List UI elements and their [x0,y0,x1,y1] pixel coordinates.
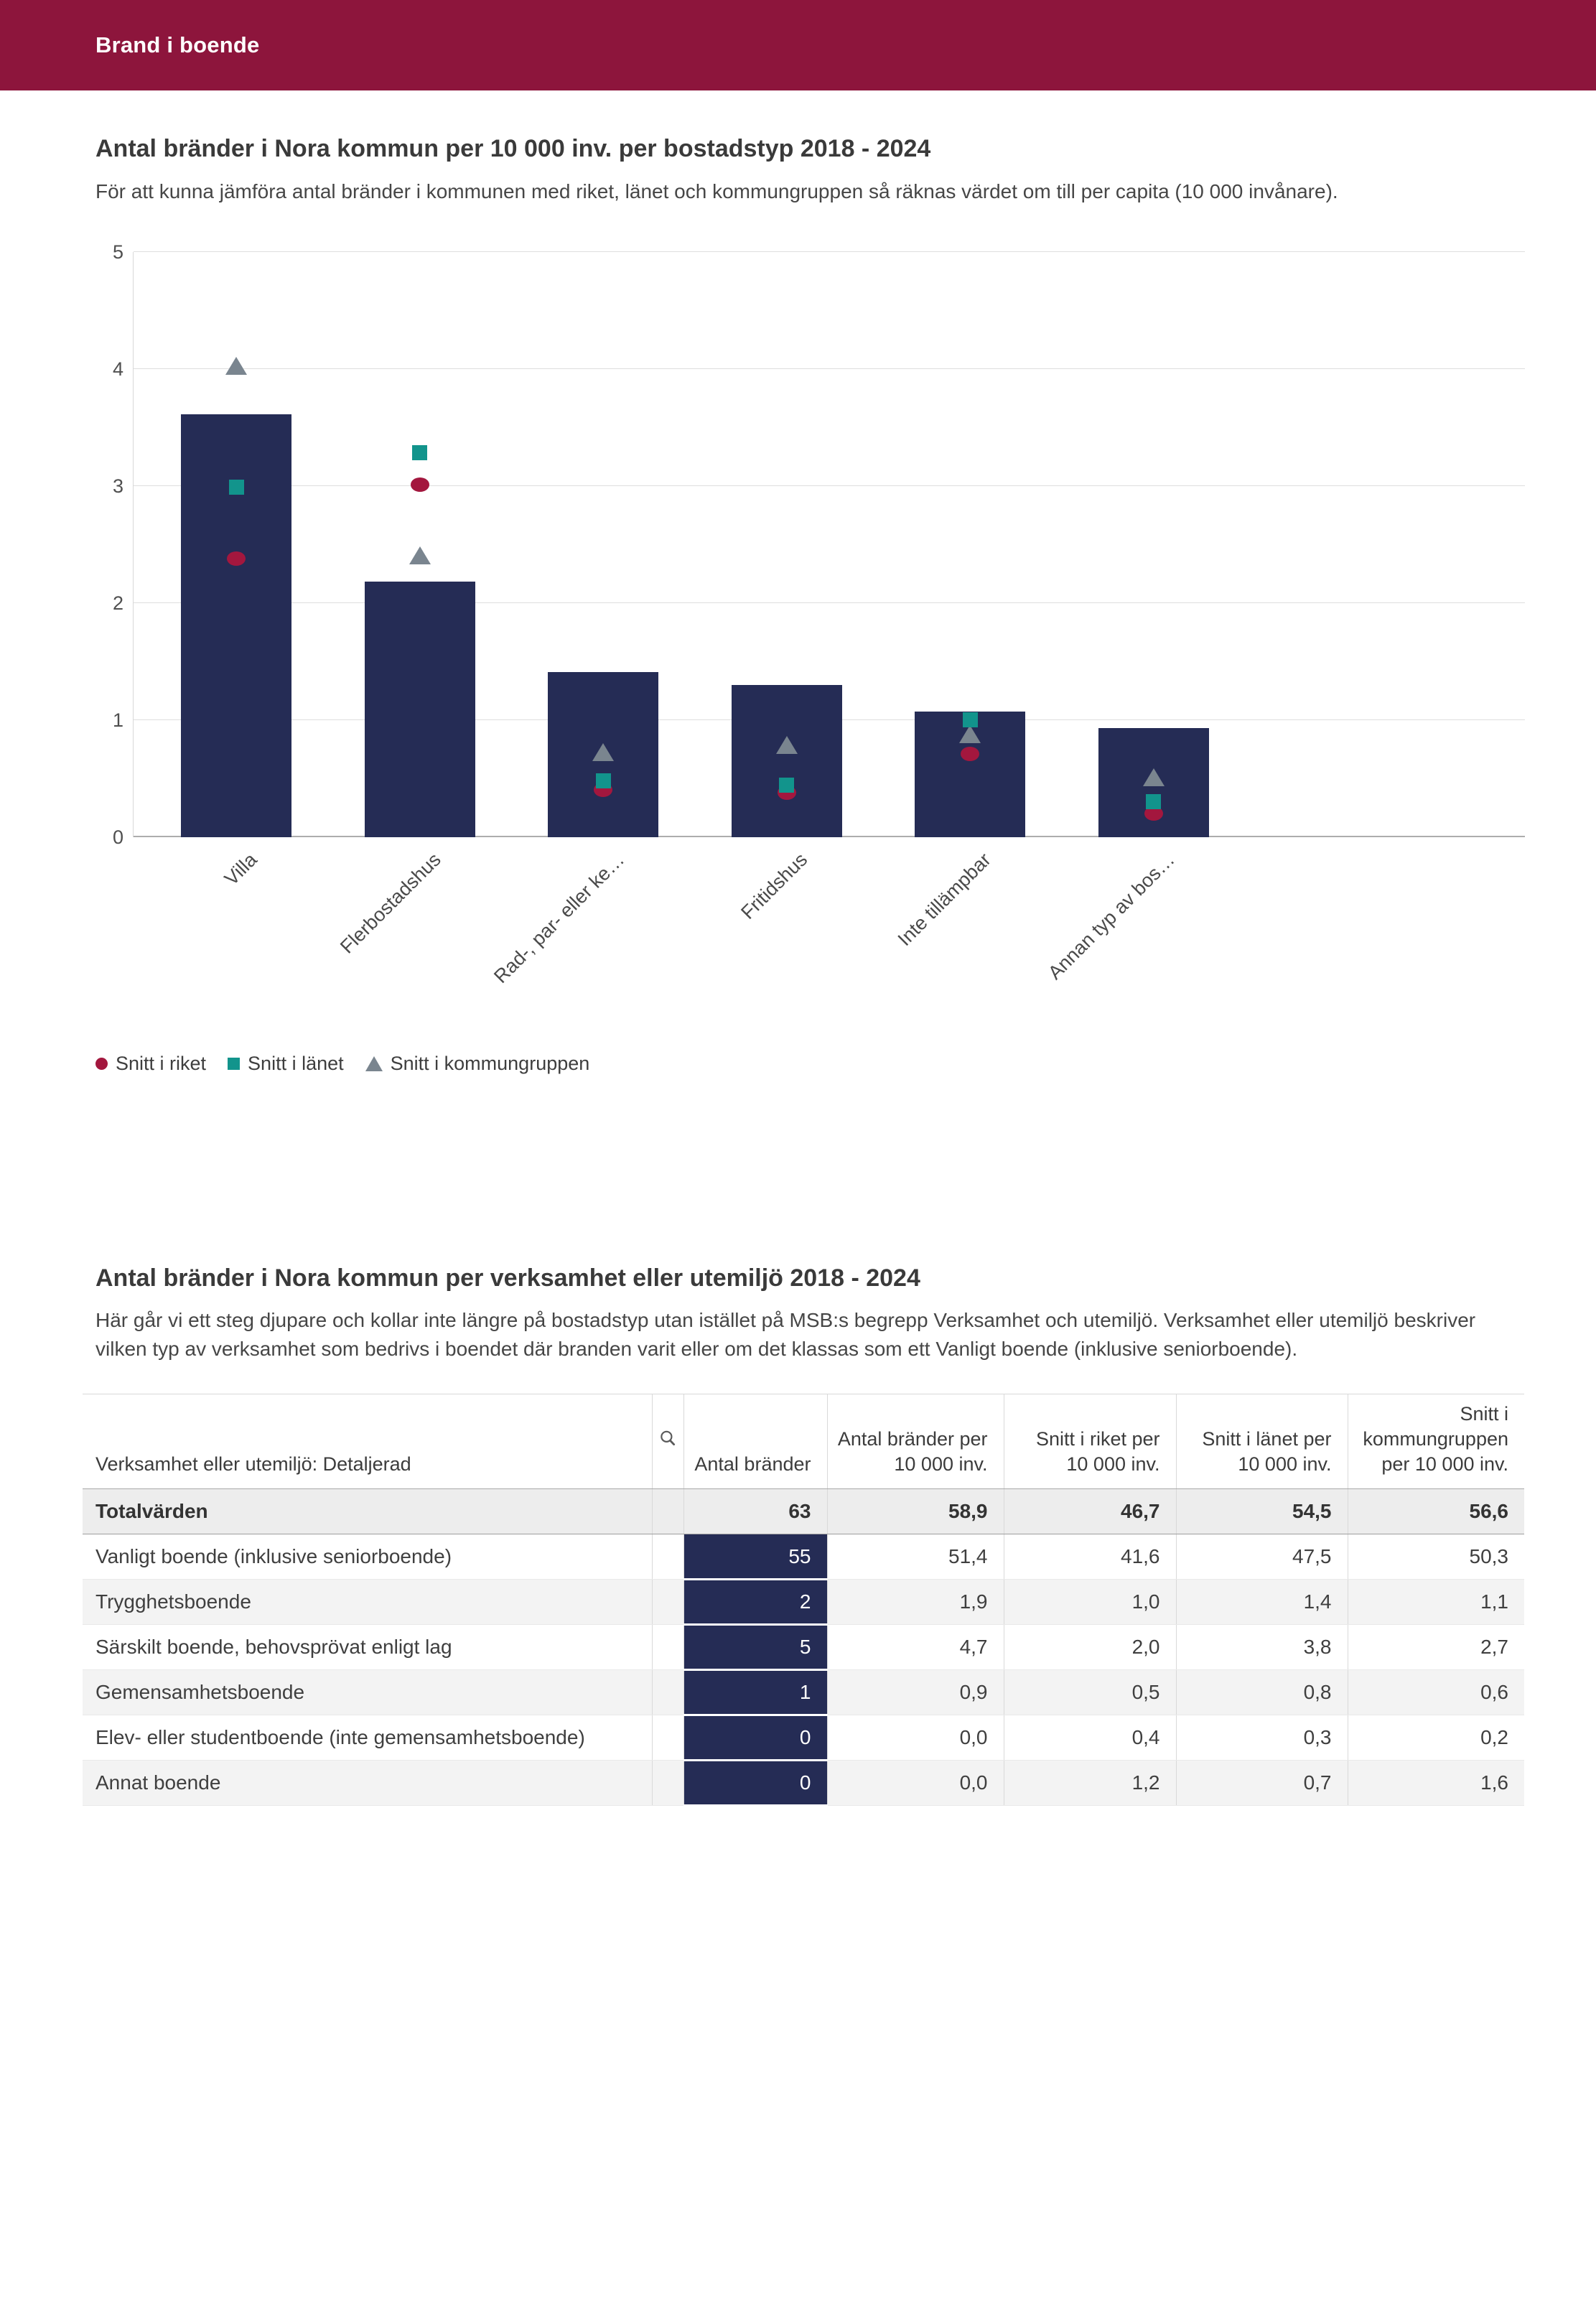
gridline-3 [134,485,1525,486]
column-header-verksamhet: Verksamhet eller utemiljö: Detaljerad [83,1394,652,1489]
value-cell: 1,6 [1348,1761,1524,1806]
value-cell: 51,4 [827,1534,1004,1580]
value-cell: 54,5 [1176,1489,1348,1534]
value-cell: 1,0 [1004,1580,1176,1625]
value-cell: 0,7 [1176,1761,1348,1806]
value-cell: 41,6 [1004,1534,1176,1580]
value-cell: 2,0 [1004,1625,1176,1670]
table-body [83,1489,1524,1806]
search-column-cell [652,1670,683,1715]
square-marker-icon [228,1058,240,1070]
legend-item-riket[interactable] [95,1053,206,1075]
value-cell: 0,6 [1348,1670,1524,1715]
row-label: Gemensamhetsboende [83,1670,652,1715]
column-header-4: Snitt i länet per 10 000 inv. [1176,1394,1348,1489]
legend-label: Snitt i länet [248,1052,344,1074]
page-content [0,134,1596,1807]
marker-riket[interactable] [227,551,246,566]
value-cell: 1,1 [1348,1580,1524,1625]
column-header-3: Snitt i riket per 10 000 inv. [1004,1394,1176,1489]
row-label: Totalvärden [83,1489,652,1534]
search-column-cell [652,1580,683,1625]
table-row [83,1670,1524,1715]
section-bostadstyp-title: Antal bränder i Nora kommun per 10 000 inv. per bostadstyp 2018 - 2024 [95,135,931,162]
count-bar-cell: 2 [683,1580,827,1625]
page-title: Brand i boende [95,32,260,57]
value-cell: 1,2 [1004,1761,1176,1806]
triangle-marker-icon [365,1056,383,1071]
bar-Villa[interactable] [181,414,291,836]
x-axis-label: Flerbostadshus [335,848,445,958]
marker-lanet[interactable] [1146,794,1161,809]
value-cell: 46,7 [1004,1489,1176,1534]
x-axis-label: Villa [220,848,262,890]
search-column-cell [652,1761,683,1806]
y-axis-tick-label: 5 [112,241,123,263]
column-header-5: Snitt i kommungruppen per 10 000 inv. [1348,1394,1524,1489]
count-bar-cell: 1 [683,1670,827,1715]
legend-label: Snitt i riket [116,1052,207,1074]
row-label: Trygghetsboende [83,1580,652,1625]
section-verksamhet-description: Här går vi ett steg djupare och kollar inte längre på bostadstyp utan istället på MSB:s begrepp Verksamhet och utemiljö. Verksamhet eller utemiljö beskriver vilken typ av verksamhet som bedrivs i boendet där branden varit eller om det klassas som ett Vanligt boende (inklusive seniorboende). [95,1309,1476,1361]
table-row [83,1715,1524,1761]
marker-lanet[interactable] [963,712,978,727]
row-label: Elev- eller studentboende (inte gemensamhetsboende) [83,1715,652,1761]
legend-item-kommungruppen[interactable] [365,1053,590,1075]
value-cell: 0,9 [827,1670,1004,1715]
y-axis-tick-label: 0 [112,826,123,848]
row-label: Annat boende [83,1761,652,1806]
value-cell: 0,2 [1348,1715,1524,1761]
gridline-2 [134,602,1525,603]
count-bar-cell: 55 [683,1534,827,1580]
row-label: Vanligt boende (inklusive seniorboende) [83,1534,652,1580]
table-row [83,1761,1524,1806]
marker-kommungruppen[interactable] [409,546,431,564]
search-column-cell [652,1534,683,1580]
marker-lanet[interactable] [596,773,611,788]
bar-chart-bostadstyp [95,241,1524,1075]
section-verksamhet-title: Antal bränder i Nora kommun per verksamhet eller utemiljö 2018 - 2024 [95,1264,920,1292]
section-bostadstyp-description: För att kunna jämföra antal bränder i kommunen med riket, länet och kommungruppen så räknas värdet om till per capita (10 000 invånare). [95,180,1338,202]
count-bar-cell: 0 [683,1761,827,1806]
count-bar-cell: 5 [683,1625,827,1670]
marker-riket[interactable] [411,477,429,492]
value-cell: 56,6 [1348,1489,1524,1534]
value-cell: 50,3 [1348,1534,1524,1580]
marker-riket[interactable] [961,747,979,761]
legend-label: Snitt i kommungruppen [390,1052,590,1074]
marker-kommungruppen[interactable] [225,357,247,375]
column-header-2: Antal bränder per 10 000 inv. [827,1394,1004,1489]
search-column-cell [652,1625,683,1670]
circle-marker-icon [95,1058,108,1070]
value-cell: 63 [683,1489,827,1534]
gridline-5 [134,251,1525,252]
search-column-cell [652,1715,683,1761]
marker-kommungruppen[interactable] [959,725,981,743]
bar-Fritidshus[interactable] [732,685,842,837]
verksamhet-table [83,1394,1524,1807]
value-cell: 3,8 [1176,1625,1348,1670]
table-row [83,1580,1524,1625]
value-cell: 2,7 [1348,1625,1524,1670]
marker-kommungruppen[interactable] [592,743,614,761]
page-header [0,0,1596,90]
y-axis-tick-label: 2 [112,592,123,614]
y-axis-tick-label: 3 [112,475,123,497]
value-cell: 58,9 [827,1489,1004,1534]
value-cell: 1,9 [827,1580,1004,1625]
value-cell: 0,8 [1176,1670,1348,1715]
x-axis-label: Annan typ av bos… [1043,848,1179,984]
value-cell: 4,7 [827,1625,1004,1670]
x-axis-label: Rad-, par- eller ke… [490,848,629,987]
value-cell: 0,4 [1004,1715,1176,1761]
y-axis-tick-label: 1 [112,709,123,731]
value-cell: 0,3 [1176,1715,1348,1761]
column-header-1: Antal bränder [683,1394,827,1489]
search-column-cell [652,1489,683,1534]
table-header [83,1394,1524,1489]
value-cell: 0,0 [827,1715,1004,1761]
row-label: Särskilt boende, behovsprövat enligt lag [83,1625,652,1670]
marker-lanet[interactable] [412,445,427,460]
value-cell: 0,5 [1004,1670,1176,1715]
search-icon[interactable] [652,1394,683,1489]
x-axis-label: Fritidshus [737,848,812,923]
chart-legend [95,1053,1524,1075]
y-axis-tick-label: 4 [112,358,123,380]
value-cell: 47,5 [1176,1534,1348,1580]
marker-kommungruppen[interactable] [776,736,798,754]
table-row [83,1489,1524,1534]
marker-kommungruppen[interactable] [1143,768,1165,786]
value-cell: 0,0 [827,1761,1004,1806]
table-row [83,1625,1524,1670]
gridline-4 [134,368,1525,369]
bar-Flerbostadshus[interactable] [365,582,475,836]
x-axis-label: Inte tillämpbar [894,848,996,950]
legend-item-lanet[interactable] [228,1053,344,1075]
marker-lanet[interactable] [229,480,244,495]
plot-area [112,241,1525,987]
count-bar-cell: 0 [683,1715,827,1761]
table-row [83,1534,1524,1580]
value-cell: 1,4 [1176,1580,1348,1625]
marker-lanet[interactable] [779,778,794,793]
